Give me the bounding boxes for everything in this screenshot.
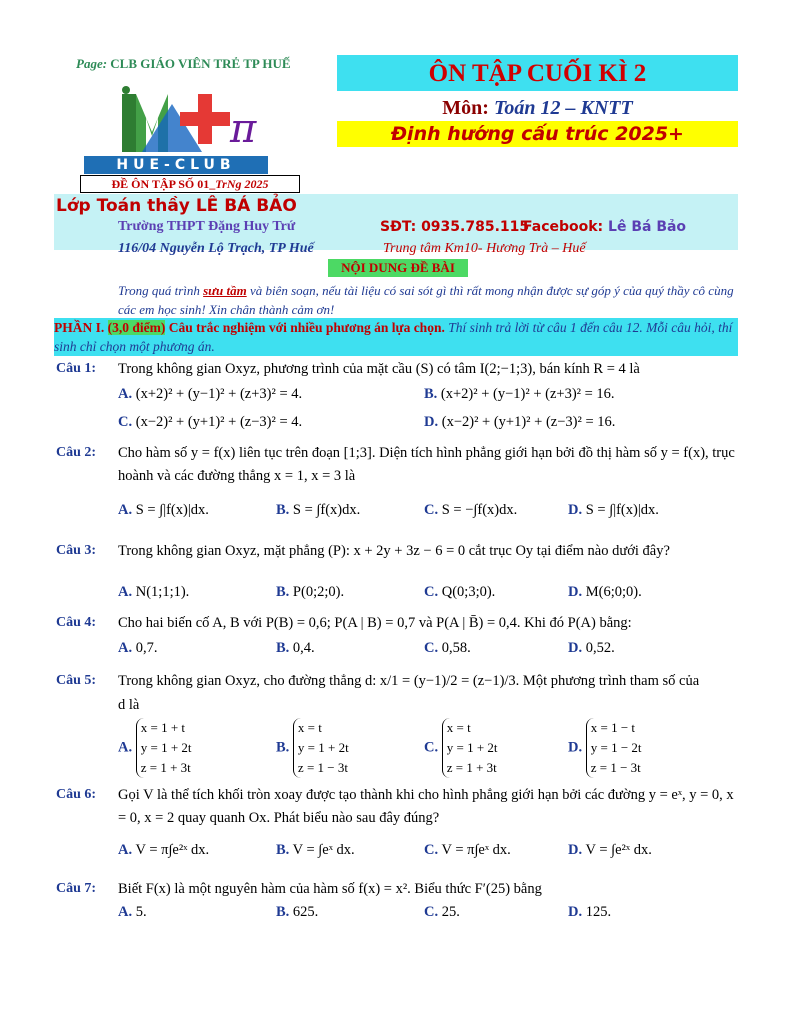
question-text-cont: d là: [118, 697, 140, 713]
option-a[interactable]: A. N(1;1;1).: [118, 584, 190, 600]
school-name: Trường THPT Đặng Huy Trứ: [118, 219, 296, 234]
part1-header: PHẦN I. (3,0 điểm) Câu trắc nghiệm với nhiều phương án lựa chọn. Thí sinh trả lời từ câu 1 đến câu 12. Mỗi câu hỏi, thí sinh chỉ chọn một phương án.: [54, 318, 738, 356]
question-label: Câu 1:: [56, 361, 97, 376]
svg-text:π: π: [230, 106, 257, 152]
option-a[interactable]: A. x = 1 + t y = 1 + 2t z = 1 + 3t: [118, 718, 192, 778]
structure-banner: Định hướng cấu trúc 2025+: [337, 121, 738, 147]
logo-band: HUE-CLUB: [84, 156, 268, 174]
address: 116/04 Nguyễn Lộ Trạch, TP Huế: [118, 241, 314, 256]
option-a[interactable]: A. S = ∫|f(x)|dx.: [118, 502, 209, 518]
question-text: Cho hàm số y = f(x) liên tục trên đoạn [1;3]. Diện tích hình phẳng giới hạn bởi đồ thị hàm số y = f(x), trục hoành và các đường thẳng x = 1, x = 3 là: [118, 445, 735, 484]
option-a[interactable]: A. 5.: [118, 904, 147, 920]
question-label: Câu 7:: [56, 881, 97, 896]
question-text: Biết F(x) là một nguyên hàm của hàm số f(x) = x². Biểu thức F′(25) bằng: [118, 881, 542, 897]
option-c[interactable]: C. x = t y = 1 + 2t z = 1 + 3t: [424, 718, 498, 778]
option-a[interactable]: A. 0,7.: [118, 640, 158, 656]
option-a[interactable]: A. (x+2)² + (y−1)² + (z+3)² = 4.: [118, 386, 303, 402]
teacher-line: Lớp Toán thầy LÊ BÁ BẢO: [56, 196, 297, 216]
option-d[interactable]: D. x = 1 − t y = 1 − 2t z = 1 − 3t: [568, 718, 642, 778]
option-d[interactable]: D. V = ∫e²ˣ dx.: [568, 842, 652, 858]
option-d[interactable]: D. 125.: [568, 904, 612, 920]
question-text: Trong không gian Oxyz, phương trình của mặt cầu (S) có tâm I(2;−1;3), bán kính R = 4 là: [118, 361, 640, 377]
page-credit: Page: CLB GIÁO VIÊN TRẺ TP HUẾ: [76, 56, 291, 71]
question-text: Trong không gian Oxyz, cho đường thẳng d: x/1 = (y−1)/2 = (z−1)/3. Một phương trình tham số của: [118, 673, 700, 689]
option-b[interactable]: B. 625.: [276, 904, 319, 920]
option-b[interactable]: B. (x+2)² + (y−1)² + (z+3)² = 16.: [424, 386, 615, 402]
option-c[interactable]: C. 0,58.: [424, 640, 471, 656]
option-a[interactable]: A. V = π∫e²ˣ dx.: [118, 842, 210, 858]
option-d[interactable]: D. (x−2)² + (y+1)² + (z−3)² = 16.: [424, 414, 616, 430]
option-c[interactable]: C. (x−2)² + (y+1)² + (z−3)² = 4.: [118, 414, 303, 430]
question-label: Câu 4:: [56, 615, 97, 630]
exam-code: ĐỀ ÔN TẬP SỐ 01_TrNg 2025: [80, 175, 300, 193]
question-label: Câu 5:: [56, 673, 97, 688]
question-label: Câu 6:: [56, 787, 97, 802]
phone-number: SĐT: 0935.785.115: [380, 219, 530, 235]
facebook-info: Facebook: Lê Bá Bảo: [523, 219, 687, 235]
option-b[interactable]: B. 0,4.: [276, 640, 315, 656]
center-location: Trung tâm Km10- Hương Trà – Huế: [383, 241, 586, 256]
option-b[interactable]: B. P(0;2;0).: [276, 584, 345, 600]
exam-title: ÔN TẬP CUỐI KÌ 2: [337, 55, 738, 91]
question-text: Cho hai biến cố A, B với P(B) = 0,6; P(A | B) = 0,7 và P(A | B̄) = 0,4. Khi đó P(A) bằng:: [118, 615, 632, 631]
option-c[interactable]: C. V = π∫eˣ dx.: [424, 842, 511, 858]
option-c[interactable]: C. Q(0;3;0).: [424, 584, 496, 600]
content-heading: NỘI DUNG ĐỀ BÀI: [328, 259, 468, 277]
question-label: Câu 3:: [56, 543, 97, 558]
option-b[interactable]: B. V = ∫eˣ dx.: [276, 842, 355, 858]
option-d[interactable]: D. 0,52.: [568, 640, 615, 656]
option-c[interactable]: C. S = −∫f(x)dx.: [424, 502, 518, 518]
question-text: Gọi V là thể tích khối tròn xoay được tạo thành khi cho hình phẳng giới hạn bởi các đường y = eˣ, y = 0, x = 0, x = 2 quay quanh Ox. Phát biểu nào sau đây đúng?: [118, 787, 734, 826]
option-b[interactable]: B. x = t y = 1 + 2t z = 1 − 3t: [276, 718, 349, 778]
option-b[interactable]: B. S = ∫f(x)dx.: [276, 502, 361, 518]
option-c[interactable]: C. 25.: [424, 904, 460, 920]
option-d[interactable]: D. S = ∫|f(x)|dx.: [568, 502, 659, 518]
option-d[interactable]: D. M(6;0;0).: [568, 584, 642, 600]
question-text: Trong không gian Oxyz, mặt phẳng (P): x + 2y + 3z − 6 = 0 cắt trục Oy tại điểm nào dưới đây?: [118, 543, 670, 559]
intro-note: Trong quá trình sưu tầm và biên soạn, nếu tài liệu có sai sót gì thì rất mong nhận được sự góp ý của quý thầy cô cùng các em học sinh! Xin chân thành cảm ơn!: [118, 283, 734, 317]
question-label: Câu 2:: [56, 445, 97, 460]
subject-line: Môn: Toán 12 – KNTT: [442, 97, 633, 119]
